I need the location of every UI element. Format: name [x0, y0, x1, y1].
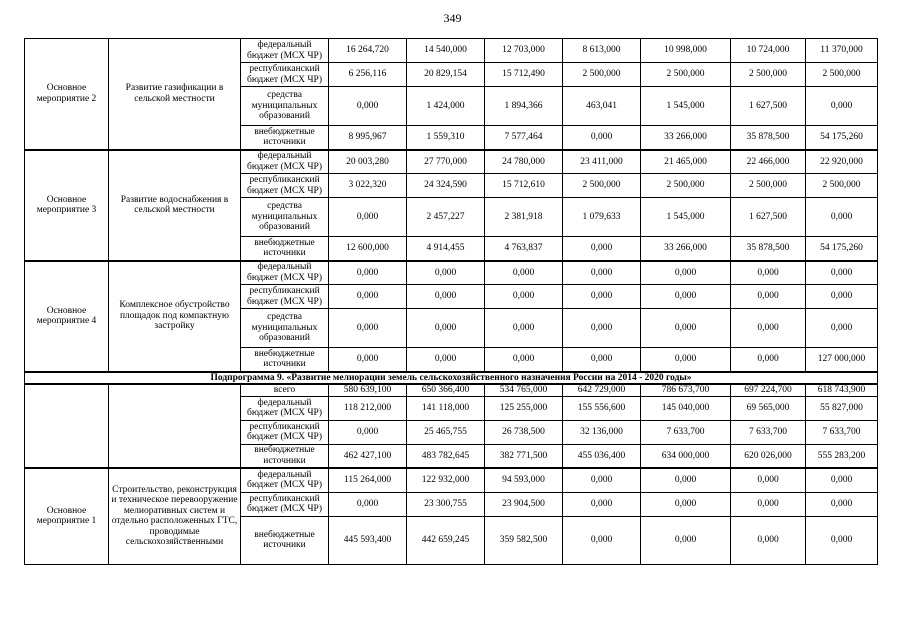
table-cell: 2 500,000: [563, 174, 641, 198]
table-cell: 0,000: [563, 261, 641, 285]
table-cell: 0,000: [563, 492, 641, 516]
table-cell: 7 577,464: [485, 126, 563, 150]
table-cell: 0,000: [806, 198, 878, 237]
table-cell: 6 256,116: [329, 63, 407, 87]
table-cell: 15 712,610: [485, 174, 563, 198]
table-cell: 7 633,700: [806, 420, 878, 444]
table-cell: 0,000: [806, 285, 878, 309]
table-cell: 0,000: [407, 285, 485, 309]
table-cell: 54 175,260: [806, 126, 878, 150]
table-cell: 0,000: [563, 126, 641, 150]
table-cell: 2 500,000: [641, 174, 731, 198]
table-row: [25, 384, 878, 396]
table-cell: 0,000: [563, 237, 641, 261]
table-cell: 0,000: [731, 492, 806, 516]
funding-source: федеральный бюджет (МСХ ЧР): [241, 39, 329, 63]
funding-source: федеральный бюджет (МСХ ЧР): [241, 396, 329, 420]
table-cell: 33 266,000: [641, 126, 731, 150]
table-cell: 0,000: [485, 261, 563, 285]
table-cell: 555 283,200: [806, 444, 878, 468]
table-cell: 0,000: [563, 309, 641, 348]
table-cell: 125 255,000: [485, 396, 563, 420]
table-cell: 786 673,700: [641, 384, 731, 396]
table-cell: 483 782,645: [407, 444, 485, 468]
table-cell: 634 000,000: [641, 444, 731, 468]
table-cell: 0,000: [407, 348, 485, 372]
table-row: [25, 39, 878, 63]
table-cell: 7 633,700: [641, 420, 731, 444]
table-cell: 0,000: [806, 468, 878, 492]
table-cell: 20 003,280: [329, 150, 407, 174]
table-cell: 0,000: [563, 468, 641, 492]
funding-source: республиканский бюджет (МСХ ЧР): [241, 285, 329, 309]
table-row: [25, 468, 878, 492]
table-cell: 0,000: [329, 198, 407, 237]
page-number: 349: [443, 11, 462, 25]
table-cell: 2 457,227: [407, 198, 485, 237]
table-cell: 2 381,918: [485, 198, 563, 237]
table-cell: 32 136,000: [563, 420, 641, 444]
funding-source: республиканский бюджет (МСХ ЧР): [241, 174, 329, 198]
funding-source: всего: [241, 384, 329, 396]
table-cell: 24 324,590: [407, 174, 485, 198]
table-cell: 0,000: [641, 261, 731, 285]
budget-table: [24, 38, 878, 565]
funding-source: средства муниципальных образований: [241, 87, 329, 126]
table-cell: 23 300,755: [407, 492, 485, 516]
table-cell: 10 998,000: [641, 39, 731, 63]
activity-label: Основное мероприятие 3: [25, 150, 109, 261]
table-cell: 0,000: [806, 309, 878, 348]
table-cell: 141 118,000: [407, 396, 485, 420]
empty-cell: [109, 384, 241, 468]
table-cell: 21 465,000: [641, 150, 731, 174]
subprogram-header-row: [25, 372, 878, 385]
table-cell: 534 765,000: [485, 384, 563, 396]
activity-name: Комплексное обустройство площадок под компактную застройку: [109, 261, 241, 372]
table-cell: 94 593,000: [485, 468, 563, 492]
table-cell: 0,000: [641, 285, 731, 309]
table-cell: 580 639,100: [329, 384, 407, 396]
table-cell: 2 500,000: [731, 174, 806, 198]
table-cell: 0,000: [641, 468, 731, 492]
table-cell: 8 995,967: [329, 126, 407, 150]
table-cell: 12 703,000: [485, 39, 563, 63]
table-cell: 0,000: [731, 261, 806, 285]
table-cell: 35 878,500: [731, 126, 806, 150]
table-cell: 2 500,000: [731, 63, 806, 87]
table-cell: 0,000: [485, 309, 563, 348]
table-cell: 382 771,500: [485, 444, 563, 468]
funding-source: внебюджетные источники: [241, 444, 329, 468]
table-cell: 697 224,700: [731, 384, 806, 396]
activity-name: Строительство, реконструкция и техническое перевооружение мелиоративных систем и отдельно расположенных ГТС, проводимые сельскохозяйственными: [109, 468, 241, 564]
table-cell: 1 627,500: [731, 87, 806, 126]
table-cell: 0,000: [329, 87, 407, 126]
funding-source: внебюджетные источники: [241, 126, 329, 150]
table-cell: 1 894,366: [485, 87, 563, 126]
funding-source: внебюджетные источники: [241, 348, 329, 372]
table-cell: 0,000: [731, 468, 806, 492]
table-cell: 0,000: [731, 516, 806, 564]
table-cell: 54 175,260: [806, 237, 878, 261]
table-cell: 4 763,837: [485, 237, 563, 261]
funding-source: федеральный бюджет (МСХ ЧР): [241, 468, 329, 492]
table-cell: 0,000: [641, 309, 731, 348]
table-cell: 26 738,500: [485, 420, 563, 444]
table-cell: 12 600,000: [329, 237, 407, 261]
table-cell: 0,000: [563, 348, 641, 372]
table-cell: 69 565,000: [731, 396, 806, 420]
table-cell: 0,000: [731, 348, 806, 372]
table-cell: 0,000: [641, 492, 731, 516]
activity-label: Основное мероприятие 2: [25, 39, 109, 150]
table-row: [25, 150, 878, 174]
table-cell: 1 545,000: [641, 198, 731, 237]
table-cell: 155 556,600: [563, 396, 641, 420]
table-cell: 14 540,000: [407, 39, 485, 63]
activity-name: Развитие газификации в сельской местности: [109, 39, 241, 150]
table-row: [25, 261, 878, 285]
table-cell: 3 022,320: [329, 174, 407, 198]
table-cell: 55 827,000: [806, 396, 878, 420]
funding-source: республиканский бюджет (МСХ ЧР): [241, 492, 329, 516]
table-cell: 4 914,455: [407, 237, 485, 261]
table-cell: 1 545,000: [641, 87, 731, 126]
table-cell: 0,000: [329, 420, 407, 444]
table-cell: 22 920,000: [806, 150, 878, 174]
funding-source: федеральный бюджет (МСХ ЧР): [241, 261, 329, 285]
table-cell: 0,000: [329, 492, 407, 516]
table-cell: 23 904,500: [485, 492, 563, 516]
table-cell: 27 770,000: [407, 150, 485, 174]
activity-label: Основное мероприятие 1: [25, 468, 109, 564]
table-cell: 1 627,500: [731, 198, 806, 237]
table-cell: 33 266,000: [641, 237, 731, 261]
table-cell: 442 659,245: [407, 516, 485, 564]
table-cell: 15 712,490: [485, 63, 563, 87]
table-cell: 2 500,000: [806, 174, 878, 198]
table-cell: 20 829,154: [407, 63, 485, 87]
table-cell: 2 500,000: [806, 63, 878, 87]
funding-source: республиканский бюджет (МСХ ЧР): [241, 420, 329, 444]
table-cell: 16 264,720: [329, 39, 407, 63]
empty-cell: [25, 384, 109, 468]
table-cell: 1 424,000: [407, 87, 485, 126]
table-cell: 0,000: [563, 516, 641, 564]
funding-source: внебюджетные источники: [241, 237, 329, 261]
table-cell: 0,000: [731, 309, 806, 348]
table-cell: 0,000: [485, 348, 563, 372]
table-cell: 7 633,700: [731, 420, 806, 444]
funding-source: средства муниципальных образований: [241, 198, 329, 237]
activity-name: Развитие водоснабжения в сельской местности: [109, 150, 241, 261]
table-cell: 455 036,400: [563, 444, 641, 468]
activity-label: Основное мероприятие 4: [25, 261, 109, 372]
table-cell: 0,000: [806, 261, 878, 285]
table-cell: 10 724,000: [731, 39, 806, 63]
table-cell: 25 465,755: [407, 420, 485, 444]
table-cell: 650 366,400: [407, 384, 485, 396]
table-cell: 35 878,500: [731, 237, 806, 261]
table-cell: 0,000: [329, 348, 407, 372]
table-cell: 115 264,000: [329, 468, 407, 492]
table-cell: 2 500,000: [641, 63, 731, 87]
table-cell: 1 079,633: [563, 198, 641, 237]
table-cell: 122 932,000: [407, 468, 485, 492]
table-cell: 642 729,000: [563, 384, 641, 396]
table-cell: 1 559,310: [407, 126, 485, 150]
table-cell: 127 000,000: [806, 348, 878, 372]
funding-source: средства муниципальных образований: [241, 309, 329, 348]
funding-source: республиканский бюджет (МСХ ЧР): [241, 63, 329, 87]
table-cell: 145 040,000: [641, 396, 731, 420]
table-cell: 0,000: [407, 261, 485, 285]
table-cell: 2 500,000: [563, 63, 641, 87]
table-cell: 8 613,000: [563, 39, 641, 63]
table-cell: 0,000: [485, 285, 563, 309]
table-cell: 0,000: [329, 309, 407, 348]
table-cell: 462 427,100: [329, 444, 407, 468]
table-cell: 0,000: [641, 348, 731, 372]
table-cell: 445 593,400: [329, 516, 407, 564]
table-cell: 620 026,000: [731, 444, 806, 468]
table-cell: 0,000: [731, 285, 806, 309]
table-cell: 618 743,900: [806, 384, 878, 396]
table-cell: 118 212,000: [329, 396, 407, 420]
table-cell: 0,000: [806, 87, 878, 126]
table-cell: 0,000: [641, 516, 731, 564]
table-cell: 0,000: [806, 516, 878, 564]
table-cell: 0,000: [806, 492, 878, 516]
table-cell: 23 411,000: [563, 150, 641, 174]
table-cell: 22 466,000: [731, 150, 806, 174]
table-cell: 0,000: [329, 285, 407, 309]
subprogram-title: Подпрограмма 9. «Развитие мелиорации земель сельскохозяйственного назначения России на 2014 - 2020 годы»: [25, 372, 878, 385]
funding-source: внебюджетные источники: [241, 516, 329, 564]
table-cell: 0,000: [563, 285, 641, 309]
table-cell: 0,000: [407, 309, 485, 348]
table-cell: 0,000: [329, 261, 407, 285]
funding-source: федеральный бюджет (МСХ ЧР): [241, 150, 329, 174]
table-cell: 463,041: [563, 87, 641, 126]
table-cell: 24 780,000: [485, 150, 563, 174]
table-cell: 359 582,500: [485, 516, 563, 564]
table-cell: 11 370,000: [806, 39, 878, 63]
